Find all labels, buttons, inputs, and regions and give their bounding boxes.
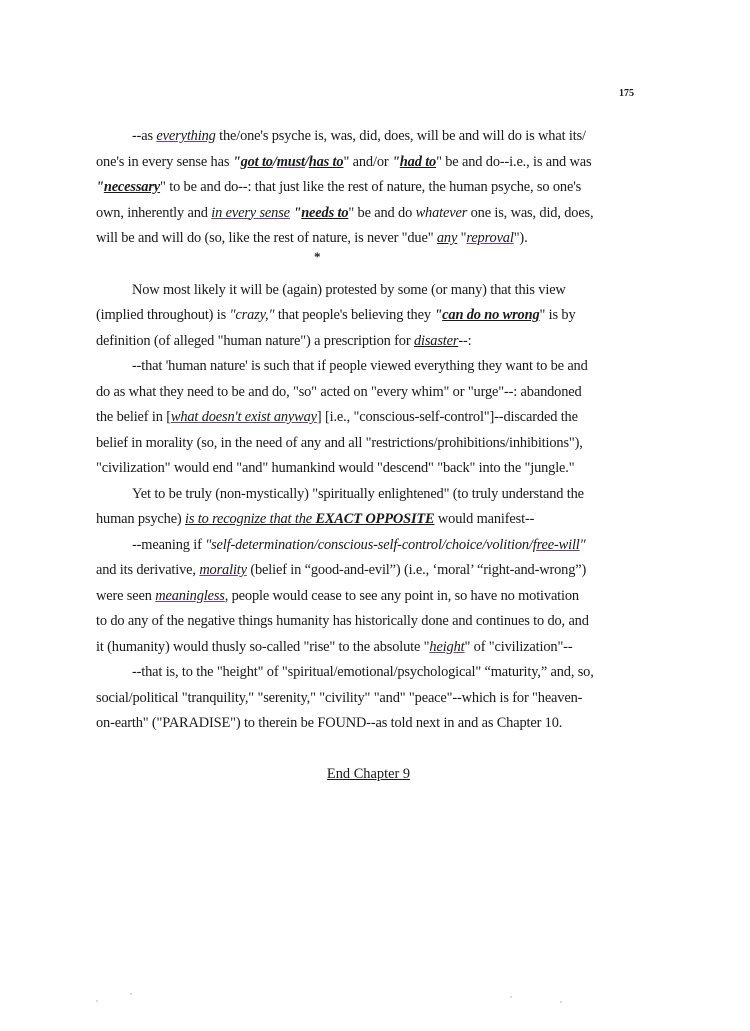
paragraph-1-line-4 xyxy=(96,201,641,227)
emphasis-any: any xyxy=(436,230,458,246)
emphasis-self-determination: "self-determination/conscious-self-control/choice/volition/ xyxy=(205,536,533,553)
text-run: " of "civilization"-- xyxy=(464,638,573,655)
emphasis-has-to: has to xyxy=(308,153,344,170)
emphasis-height: height xyxy=(429,638,465,655)
paragraph-4-line-4: to do any of the negative things humanity has historically done and continues to do, and xyxy=(96,613,589,629)
quote-mark: " xyxy=(391,153,400,170)
paragraph-2-line-7: belief in morality (so, in the need of any and all "restrictions/prohibitions/inhibitions"), xyxy=(96,434,583,451)
text-run: --as xyxy=(132,128,157,144)
emphasis-recognize: is to recognize that the xyxy=(185,511,316,527)
emphasis-meaningless: meaningless xyxy=(155,587,225,604)
paragraph-4-line-3 xyxy=(96,584,641,610)
page-number: 175 xyxy=(619,88,634,99)
text-run: " be and do xyxy=(348,204,416,221)
emphasis-needs-to: needs to xyxy=(301,204,349,221)
paragraph-2-line-2 xyxy=(96,303,641,329)
emphasis-in-every-sense: in every sense xyxy=(211,204,290,221)
scan-speck xyxy=(510,996,512,998)
text-run: " is by xyxy=(539,307,576,323)
text-run: one is, was, did, does, xyxy=(467,204,594,221)
text-run: , people would cease to see any point in, so have no motivation xyxy=(224,587,579,604)
paragraph-4-line-5 xyxy=(96,635,641,661)
paragraph-1-line-1 xyxy=(96,124,641,150)
paragraph-2-line-5: do as what they need to be and do, "so" acted on "every whim" or "urge"--: abandoned xyxy=(96,383,582,400)
paragraph-3-line-1: Yet to be truly (non-mystically) "spiritually enlightened" (to truly understand the xyxy=(132,485,584,502)
emphasis-what-doesnt-exist: what doesn't exist anyway xyxy=(170,409,317,425)
text-run: ] [i.e., "conscious-self-control"]--discarded the xyxy=(316,409,578,425)
emphasis-free-will: free-will xyxy=(532,536,580,553)
emphasis-everything: everything xyxy=(156,128,216,144)
text-run: --meaning if xyxy=(132,536,206,553)
emphasis-crazy: "crazy," xyxy=(229,307,275,323)
text-run: the/one's psyche is, was, did, does, will be and will do is what its/ xyxy=(215,128,586,144)
text-run: that people's believing they xyxy=(274,307,435,323)
text-run: " to be and do--: that just like the rest of nature, the human psyche, so one's xyxy=(160,179,582,195)
quote-mark: " xyxy=(232,153,241,170)
emphasis-whatever: whatever xyxy=(415,204,468,221)
text-run: and its derivative, xyxy=(96,562,200,578)
text-run: human psyche) xyxy=(96,511,186,527)
paragraph-5-line-2: social/political "tranquility," "serenity," "civility" "and" "peace"--which is for "heaven- xyxy=(96,689,583,706)
paragraph-5-line-3: on-earth" ("PARADISE") to therein be FOUND--as told next in and as Chapter 10. xyxy=(96,715,563,731)
paragraph-2-line-4: --that 'human nature' is such that if people viewed everything they want to be and xyxy=(132,358,588,374)
emphasis-exact-opposite: EXACT OPPOSITE xyxy=(315,511,435,527)
text-run: would manifest-- xyxy=(434,511,535,527)
asterisk-divider: * xyxy=(314,248,321,264)
body-text xyxy=(96,124,641,782)
text-run: " xyxy=(457,230,467,246)
text-run: "). xyxy=(513,230,528,246)
scan-speck xyxy=(96,1000,98,1002)
emphasis-necessary: necessary xyxy=(103,179,161,195)
scan-speck xyxy=(130,993,132,995)
quote-mark: " xyxy=(434,307,443,323)
emphasis-can-do-no-wrong: can do no wrong xyxy=(442,307,540,323)
paragraph-1-line-3 xyxy=(96,175,641,201)
quote-mark: " xyxy=(579,536,586,553)
emphasis-morality: morality xyxy=(199,562,247,578)
text-run: will be and will do (so, like the rest of nature, is never "due" xyxy=(96,230,437,246)
text-run: (implied throughout) is xyxy=(96,307,230,323)
paragraph-2-line-1: Now most likely it will be (again) protested by some (or many) that this view xyxy=(132,281,566,298)
text-run: were seen xyxy=(96,587,156,604)
quote-mark: " xyxy=(293,204,302,221)
quote-mark: " xyxy=(96,179,104,195)
text-run: " be and do--i.e., is and was xyxy=(436,153,592,170)
paragraph-4-line-2 xyxy=(96,558,641,584)
text-run: (belief in “good-and-evil”) (i.e., ‘moral’ “right-and-wrong”) xyxy=(246,562,587,578)
paragraph-2-line-3 xyxy=(96,329,641,355)
emphasis-got-to: got to xyxy=(240,153,273,170)
emphasis-had-to: had to xyxy=(399,153,437,170)
text-run: the belief in [ xyxy=(96,409,171,425)
paragraph-5-line-1: --that is, to the "height" of "spiritual/emotional/psychological" “maturity,” and, so, xyxy=(132,664,594,680)
emphasis-disaster: disaster xyxy=(413,332,459,349)
paragraph-4-line-1 xyxy=(96,533,641,559)
paragraph-1-line-5 xyxy=(96,226,641,252)
section-break xyxy=(96,248,641,270)
text-run: " and/or xyxy=(343,153,392,170)
text-run: own, inherently and xyxy=(96,204,212,221)
text-run: it (humanity) would thusly so-called "rise" to the absolute " xyxy=(96,638,430,655)
text-run: one's in every sense has xyxy=(96,153,233,170)
scan-speck xyxy=(560,1001,562,1003)
paragraph-2-line-8: "civilization" would end "and" humankind would "descend" "back" into the "jungle." xyxy=(96,460,575,476)
text-run: definition (of alleged "human nature") a prescription for xyxy=(96,332,414,349)
paragraph-3-line-2 xyxy=(96,507,641,533)
paragraph-1-line-2 xyxy=(96,150,641,176)
slash: / xyxy=(272,153,277,170)
text-run: --: xyxy=(458,332,472,349)
emphasis-reproval: reproval xyxy=(466,230,514,246)
slash: / xyxy=(304,153,309,170)
end-chapter-heading: End Chapter 9 xyxy=(326,766,411,782)
paragraph-2-line-6 xyxy=(96,405,641,431)
emphasis-must: must xyxy=(276,153,305,170)
